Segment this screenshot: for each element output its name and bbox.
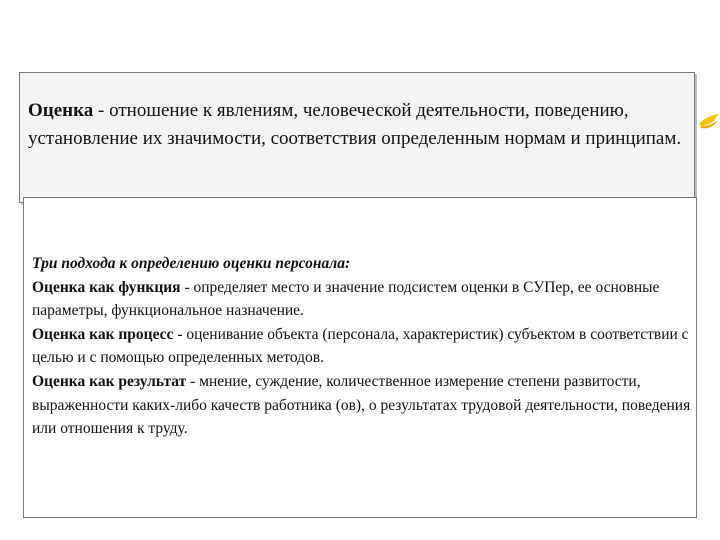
definition-box <box>19 72 695 203</box>
approaches-box <box>23 197 697 518</box>
definition-body: - отношение к явлениям, человеческой деятельности, поведению, установление их значимости, соответствия определенным нормам и принципам. <box>28 100 682 149</box>
approach-result <box>32 370 692 441</box>
approach-term: Оценка как процесс <box>32 325 174 343</box>
definition-term: Оценка <box>28 100 94 121</box>
approach-term: Оценка как результат <box>32 372 187 390</box>
approach-body: - мнение, суждение, количественное измерение степени развитости, выраженности каких-либо качеств работника (ов), о результатах трудовой деятельности, поведения или отношения к труду. <box>32 372 691 438</box>
approaches-title: Три подхода к определению оценки персонала: <box>32 255 351 272</box>
approach-function <box>32 276 692 323</box>
approach-body: - определяет место и значение подсистем оценки в СУПер, ее основные параметры, функциональное назначение. <box>32 278 660 320</box>
approach-process <box>32 323 692 370</box>
corner-logo-icon <box>698 112 720 134</box>
approach-term: Оценка как функция <box>32 278 181 296</box>
approaches-text <box>32 252 692 441</box>
approach-body: - оценивание объекта (персонала, характеристик) субъектом в соответствии с целью и с помощью определенных методов. <box>32 325 689 367</box>
definition-text <box>28 97 688 153</box>
